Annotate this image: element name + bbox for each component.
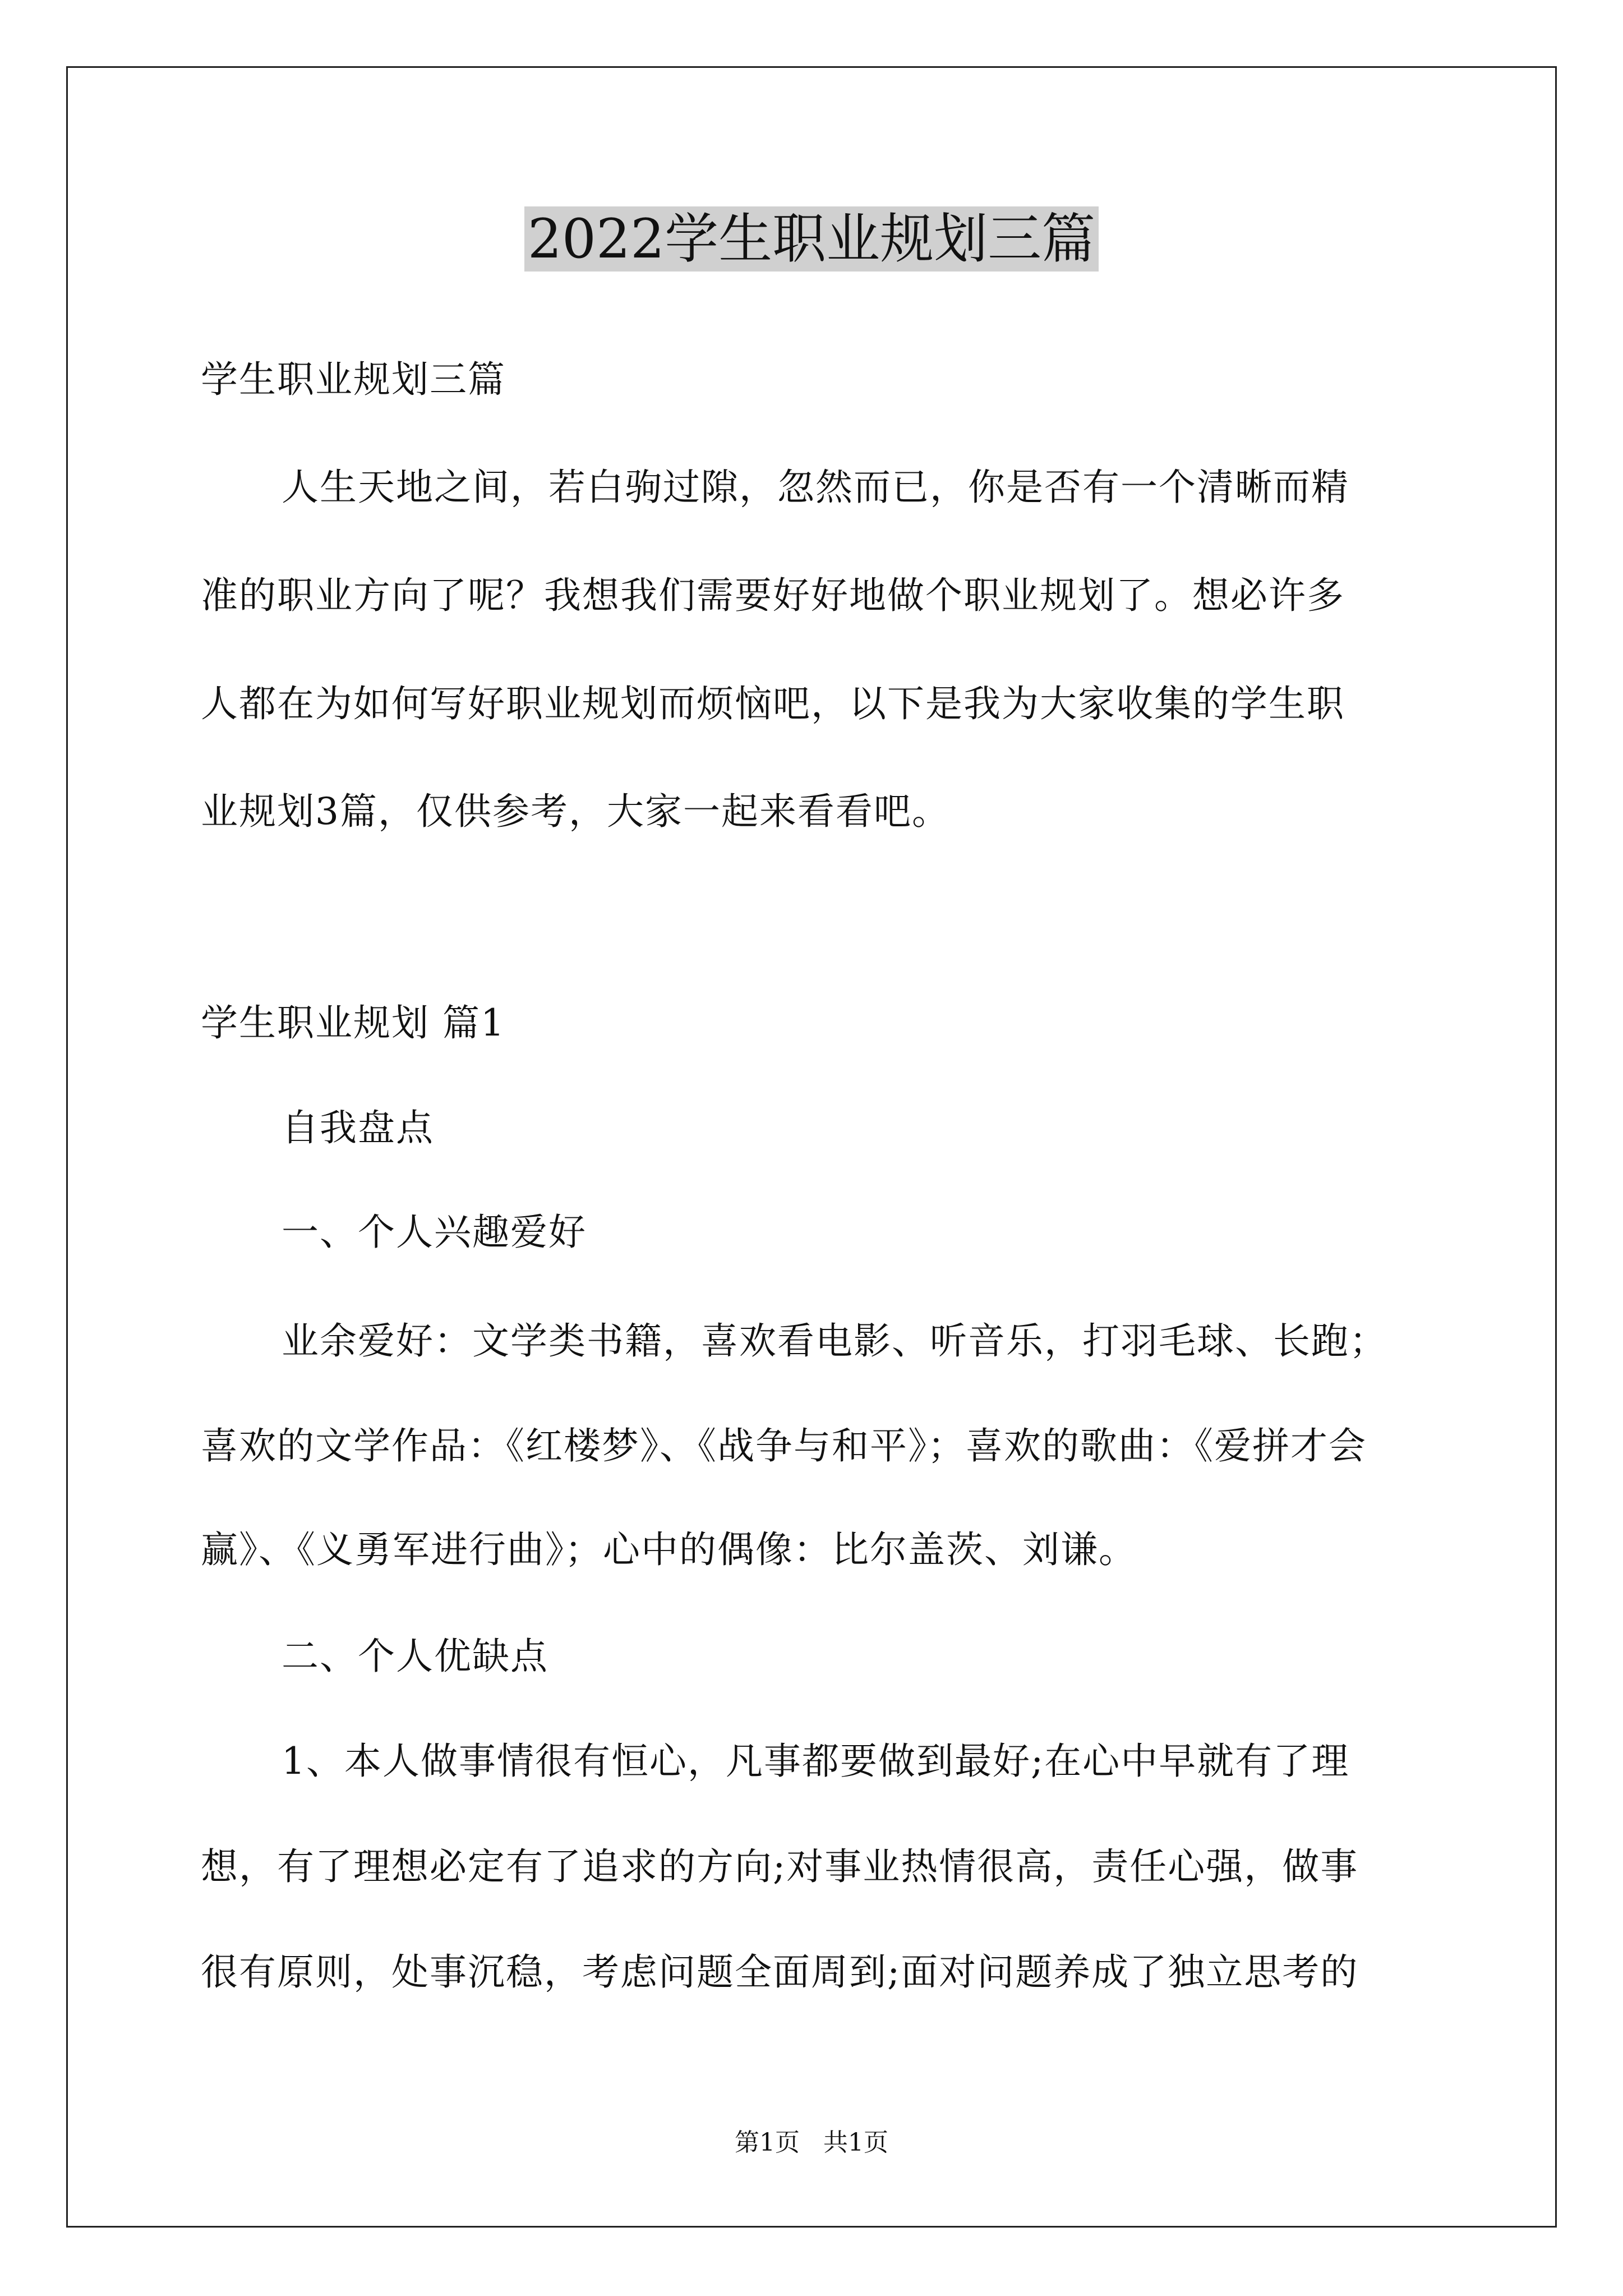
hobbies-line-2: 喜欢的文学作品：《红楼梦》、《战争与和平》；喜欢的歌曲：《爱拼才会 xyxy=(201,1424,1367,1467)
page-number: 第1页 xyxy=(735,2128,800,2157)
document-title-text: 2022学生职业规划三篇 xyxy=(524,206,1099,272)
intro-line-1: 人生天地之间，若白驹过隙，忽然而已，你是否有一个清晰而精 xyxy=(282,466,1349,509)
heading-strengths: 二、个人优缺点 xyxy=(282,1635,548,1678)
hobbies-line-1: 业余爱好：文学类书籍，喜欢看电影、听音乐，打羽毛球、长跑； xyxy=(282,1319,1387,1363)
strengths-line-1: 1、本人做事情很有恒心，凡事都要做到最好;在心中早就有了理 xyxy=(282,1740,1350,1783)
section-heading: 学生职业规划 篇1 xyxy=(201,1001,505,1045)
intro-line-2: 准的职业方向了呢？我想我们需要好好地做个职业规划了。想必许多 xyxy=(201,574,1345,617)
sub-heading: 自我盘点 xyxy=(282,1106,434,1149)
document-title xyxy=(0,200,1623,278)
page-total: 共1页 xyxy=(823,2128,888,2157)
strengths-line-2: 想，有了理想必定有了追求的方向;对事业热情很高，责任心强，做事 xyxy=(201,1845,1359,1888)
strengths-line-3: 很有原则，处事沉稳，考虑问题全面周到;面对问题养成了独立思考的 xyxy=(201,1950,1359,1994)
intro-line-3: 人都在为如何写好职业规划而烦恼吧，以下是我为大家收集的学生职 xyxy=(201,682,1345,725)
document-subtitle: 学生职业规划三篇 xyxy=(201,358,506,401)
intro-line-4: 业规划3篇，仅供参考，大家一起来看看吧。 xyxy=(201,790,950,833)
page-footer xyxy=(0,2126,1623,2160)
hobbies-line-3: 赢》、《义勇军进行曲》；心中的偶像：比尔盖茨、刘谦。 xyxy=(201,1528,1137,1571)
heading-interests: 一、个人兴趣爱好 xyxy=(282,1211,587,1254)
